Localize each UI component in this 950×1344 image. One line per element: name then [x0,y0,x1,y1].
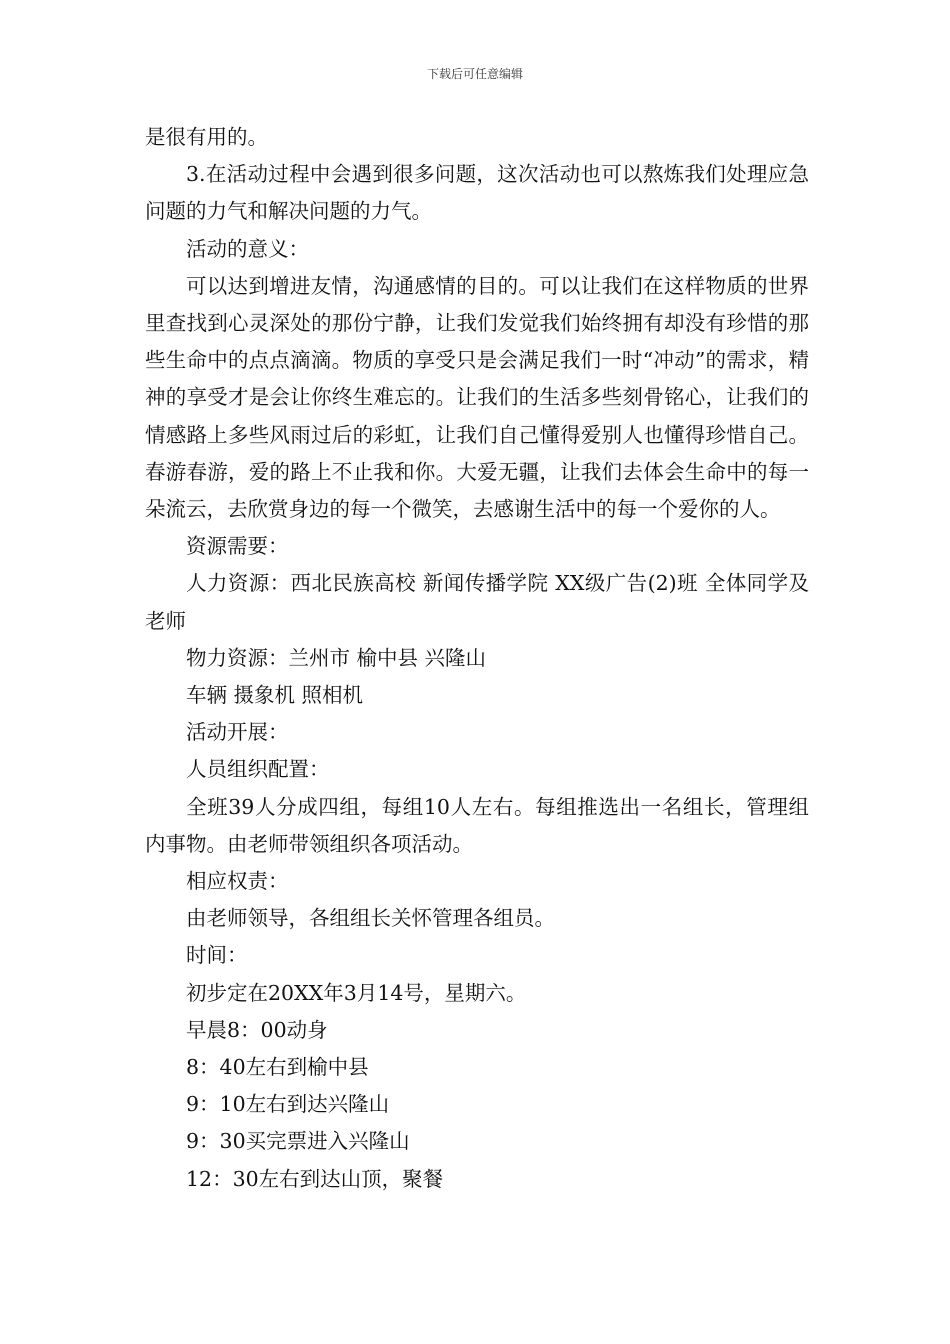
section-heading-significance: 活动的意义： [186,236,309,261]
paragraph-significance: 可以达到增进友情，沟通感情的目的。可以让我们在这样物质的世界里查找到心灵深处的那份宁静，让我们发觉我们始终拥有却没有珍惜的那些生命中的点点滴滴。物质的享受只是会满足我们一时“冲动”的需求，精神的享受才是会让你终生难忘的。让我们的生活多些刻骨铭心，让我们的情感路上多些风雨过后的彩虹，让我们自己懂得爱别人也懂得珍惜自己。春游春游，爱的路上不止我和你。大爱无疆，让我们去体会生命中的每一朵流云，去欣赏身边的每一个微笑，去感谢生活中的每一个爱你的人。 [145,273,809,522]
paragraph-2: 3.在活动过程中会遇到很多问题，这次活动也可以熬炼我们处理应急问题的力气和解决问题的力气。 [145,162,809,224]
schedule-item: 早晨8：00动身 [186,1017,328,1042]
schedule-item: 8：40左右到榆中县 [186,1055,369,1080]
section-heading-personnel: 人员组织配置： [186,757,330,782]
schedule-item: 12：30左右到达山顶，聚餐 [186,1166,444,1191]
section-heading-responsibility: 相应权责： [186,869,289,894]
paragraph-equipment: 车辆 摄象机 照相机 [186,683,364,708]
schedule-item: 9：30买完票进入兴隆山 [186,1129,410,1154]
section-heading-time: 时间： [186,943,248,968]
page-header: 下载后可任意编辑 [426,67,523,81]
section-heading-resources: 资源需要： [186,534,289,559]
section-heading-activity: 活动开展： [186,720,289,745]
paragraph-date: 初步定在20XX年3月14号，星期六。 [186,980,527,1005]
paragraph-human-resources: 人力资源：西北民族高校 新闻传播学院 XX级广告(2)班 全体同学及老师 [145,571,809,633]
paragraph-personnel: 全班39人分成四组，每组10人左右。每组推选出一名组长，管理组内事物。由老师带领组织各项活动。 [145,794,809,856]
paragraph-material-resources: 物力资源：兰州市 榆中县 兴隆山 [186,645,487,670]
paragraph-responsibility: 由老师领导，各组组长关怀管理各组员。 [186,906,555,931]
paragraph-1: 是很有用的。 [145,125,268,149]
schedule-item: 9：10左右到达兴隆山 [186,1092,390,1117]
document-body [145,119,809,1198]
